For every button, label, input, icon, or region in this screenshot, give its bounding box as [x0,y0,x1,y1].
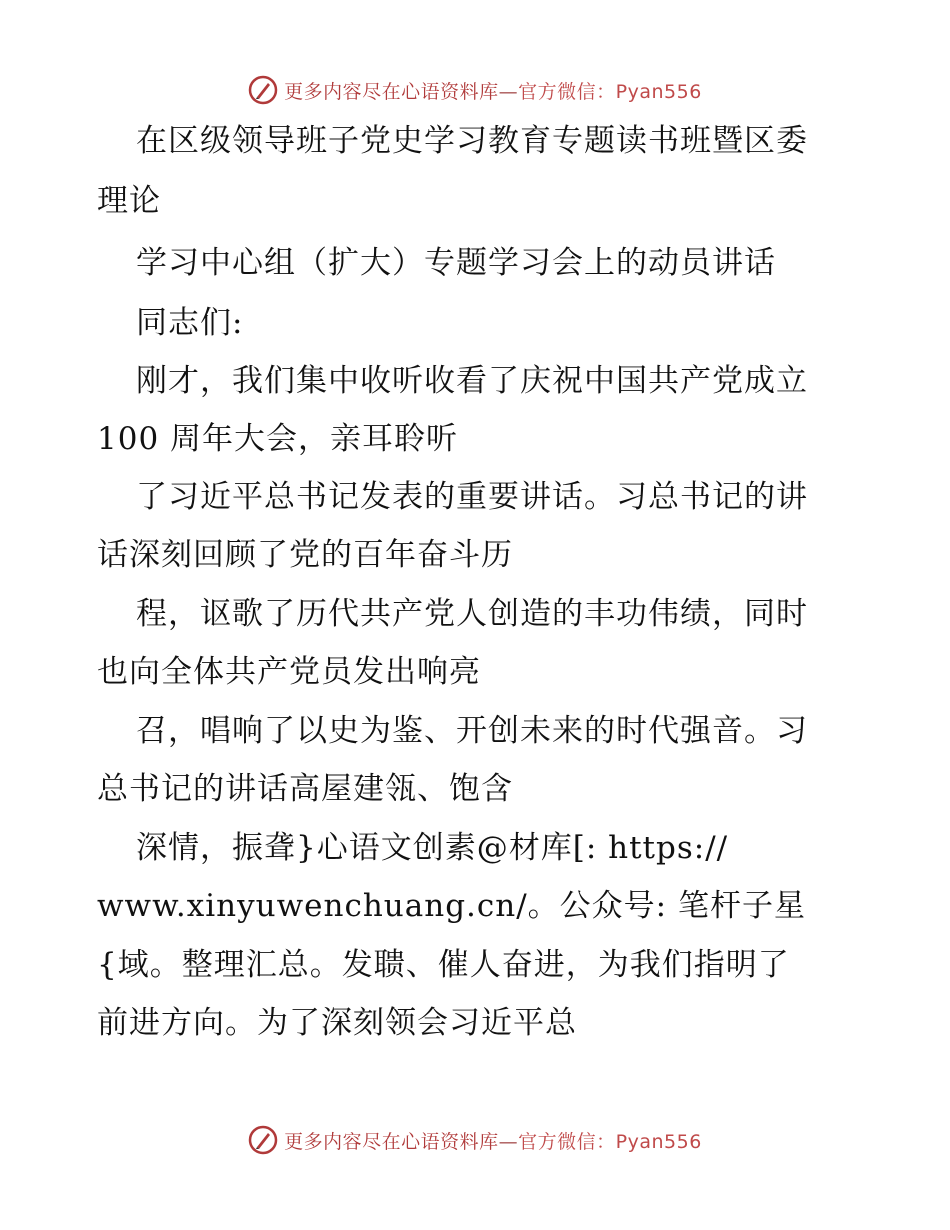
banner-separator: — [498,1130,519,1153]
text-line: {域。整理汇总。发聩、催人奋进，为我们指明了 [97,947,790,983]
banner-separator: — [498,80,519,103]
quill-pen-logo-icon [248,75,278,105]
text-line: 在区级领导班子党史学习教育专题读书班暨区委 [136,123,808,159]
text-line: 深情，振聋}心语文创素@材库[: https:// [136,830,729,866]
text-line: 程，讴歌了历代共产党人创造的丰功伟绩，同时 [136,596,808,632]
text-line: 召，唱响了以史为鉴、开创未来的时代强音。习 [136,713,808,749]
banner-text [284,1127,702,1154]
text-line: 前进方向。为了深刻领会习近平总 [97,1005,577,1041]
banner-wechat-text: 官方微信：Pyan556 [518,1130,702,1153]
text-line: 总书记的讲话高屋建瓴、饱含 [97,771,513,807]
text-line: 学习中心组（扩大）专题学习会上的动员讲话 [136,245,776,281]
text-line: 100 周年大会，亲耳聆听 [97,421,459,457]
banner-wechat-text: 官方微信：Pyan556 [518,80,702,103]
text-line: 同志们: [136,305,244,341]
footer-banner [0,1120,950,1160]
banner-main-text: 更多内容尽在心语资料库 [284,1130,499,1153]
quill-pen-logo-icon [248,1125,278,1155]
banner-main-text: 更多内容尽在心语资料库 [284,80,499,103]
text-line: 理论 [97,183,161,219]
text-line: 刚才，我们集中收听收看了庆祝中国共产党成立 [136,363,808,399]
text-line: 了习近平总书记发表的重要讲话。习总书记的讲 [136,479,808,515]
banner-text [284,77,702,104]
text-line: 话深刻回顾了党的百年奋斗历 [97,537,513,573]
header-banner [0,70,950,110]
text-line: www.xinyuwenchuang.cn/。公众号: 笔杆子星 [97,888,806,924]
text-line: 也向全体共产党员发出响亮 [97,654,481,690]
